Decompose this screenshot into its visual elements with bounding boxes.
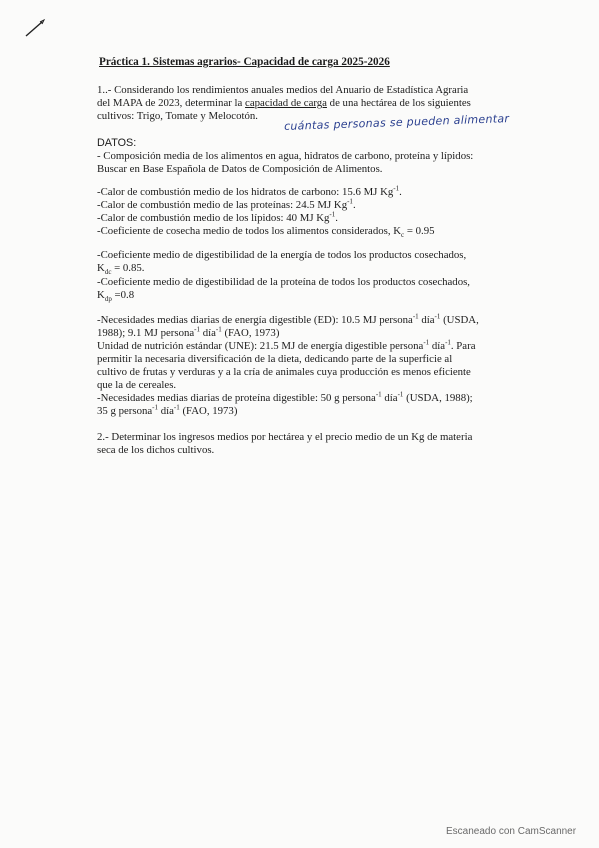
needs-prot2-c: (FAO, 1973) (179, 405, 238, 417)
digest-energy-value: = 0.85. (111, 262, 145, 274)
needs-ed-exp-1: -1 (412, 312, 419, 321)
digest-protein-sub: dp (104, 295, 112, 304)
coef-cosecha (97, 225, 527, 242)
needs-une-b: día (429, 340, 446, 352)
needs-une-line-4: que la de cereales. (97, 379, 177, 391)
needs-prot-exp-2: -1 (397, 390, 404, 399)
digest-protein-line-2 (97, 289, 527, 306)
digest-protein-value: =0.8 (111, 289, 135, 301)
needs-une-line-2: permitir la necesaria diversificación de la dieta, dedicando parte de la superficie al (97, 353, 453, 365)
q1-line-2 (97, 97, 527, 110)
digest-energy-line-1: -Coeficiente medio de digestibilidad de la energía de todos los productos cosechados, (97, 249, 467, 261)
needs-une-c: . Para (450, 340, 476, 352)
calor-proteinas: -Calor de combustión medio de las proteínas: 24.5 MJ $Kg^{-1}$. (97, 197, 356, 211)
page-title: Práctica 1. Sistemas agrarios- Capacidad de carga 2025-2026 (99, 56, 390, 68)
digest-energy-k: K (97, 262, 105, 274)
q1-line-2-a: del MAPA de 2023, determinar la (97, 97, 246, 109)
needs-ed-line-2 (97, 327, 527, 340)
needs-prot-exp-1: -1 (375, 390, 382, 399)
combustion-heat-list (97, 186, 527, 242)
datos-line-1: - Composición media de los alimentos en agua, hidratos de carbono, proteína y lípidos: (97, 150, 474, 162)
digest-energy-sub: dc (104, 268, 112, 277)
calor-lipidos-exp: -1 (329, 210, 336, 219)
calor-hidratos-text: -Calor de combustión medio de los hidratos de carbono: 15.6 MJ Kg (97, 186, 394, 198)
needs-ed2-exp-2: -1 (215, 325, 222, 334)
calor-proteinas-exp: -1 (347, 197, 353, 206)
needs-prot2-exp-2: -1 (173, 403, 180, 412)
needs-une-line-3: cultivo de frutas y verduras y a la cría de animales cuya producción es menos eficiente (97, 366, 471, 378)
calor-hidratos: -Calor de combustión medio de los hidratos de carbono: 15.6 MJ $Kg^{-1}$. (97, 184, 402, 198)
q2-line-2: seca de los dichos cultivos. (97, 444, 215, 456)
needs-une-a: Unidad de nutrición estándar (UNE): 21.5 MJ de energía digestible persona (97, 340, 424, 352)
needs-ed2-a: 1988); 9.1 MJ persona (97, 327, 195, 339)
handwritten-note: cuántas personas se pueden alimentar (283, 112, 510, 133)
daily-needs-section (97, 314, 527, 418)
coef-cosecha-text: -Coeficiente de cosecha medio de todos los alimentos considerados, K (97, 225, 402, 237)
question-2 (97, 431, 527, 457)
needs-ed-b: día (418, 314, 435, 326)
needs-ed-a: -Necesidades medias diarias de energía digestible (ED): 10.5 MJ persona (97, 314, 413, 326)
datos-line-2: Buscar en Base Española de Datos de Composición de Alimentos. (97, 163, 383, 175)
needs-ed-c: (USDA, (440, 314, 479, 326)
needs-ed-exp-2: -1 (434, 312, 441, 321)
needs-prot-a: -Necesidades medias diarias de proteína digestible: 50 g persona (97, 392, 376, 404)
calor-hidratos-exp: -1 (393, 184, 400, 193)
needs-prot2-exp-1: -1 (152, 403, 159, 412)
needs-une-exp-1: -1 (423, 338, 430, 347)
needs-prot-c: (USDA, 1988); (403, 392, 473, 404)
q1-line-2-c: de una hectárea de los siguientes (326, 97, 471, 109)
scanner-watermark: Escaneado con CamScanner (446, 826, 577, 837)
q2-line-1: 2.- Determinar los ingresos medios por hectárea y el precio medio de un Kg de materia (97, 431, 473, 443)
needs-une-exp-2: -1 (445, 338, 451, 347)
datos-section (97, 137, 527, 176)
calor-lipidos-text: -Calor de combustión medio de los lípidos: 40 MJ Kg (97, 212, 330, 224)
needs-prot2-a: 35 g persona (97, 405, 153, 417)
q1-line-1: 1..- Considerando los rendimientos anuales medios del Anuario de Estadística Agraria (97, 84, 469, 96)
coef-cosecha-sub: c (401, 231, 405, 240)
needs-ed2-c: (FAO, 1973) (221, 327, 280, 339)
needs-prot-line-2 (97, 405, 527, 418)
digestibility-energy (97, 249, 527, 279)
digest-protein-k: K (97, 289, 105, 301)
needs-prot-b: día (381, 392, 398, 404)
calor-proteinas-text: -Calor de combustión medio de las proteínas: 24.5 MJ Kg (97, 199, 348, 211)
pen-stroke-mark (22, 12, 52, 42)
calor-lipidos: -Calor de combustión medio de los lípidos: 40 MJ $Kg^{-1}$. (97, 210, 338, 224)
needs-ed-line-1 (97, 314, 527, 327)
datos-heading: DATOS: (97, 137, 137, 149)
needs-une-line-1 (97, 340, 527, 353)
q1-line-3: cultivos: Trigo, Tomate y Melocotón. (97, 110, 258, 122)
digest-protein-line-1: -Coeficiente medio de digestibilidad de la proteína de todos los productos cosechados, (97, 276, 470, 288)
needs-ed2-b: día (200, 327, 216, 339)
capacidad-de-carga-term: capacidad de carga (245, 97, 327, 109)
digestibility-protein (97, 276, 527, 306)
needs-prot2-b: día (158, 405, 174, 417)
needs-ed2-exp-1: -1 (194, 325, 201, 334)
needs-prot-line-1 (97, 392, 527, 405)
coef-cosecha-value: = 0.95 (404, 225, 435, 237)
